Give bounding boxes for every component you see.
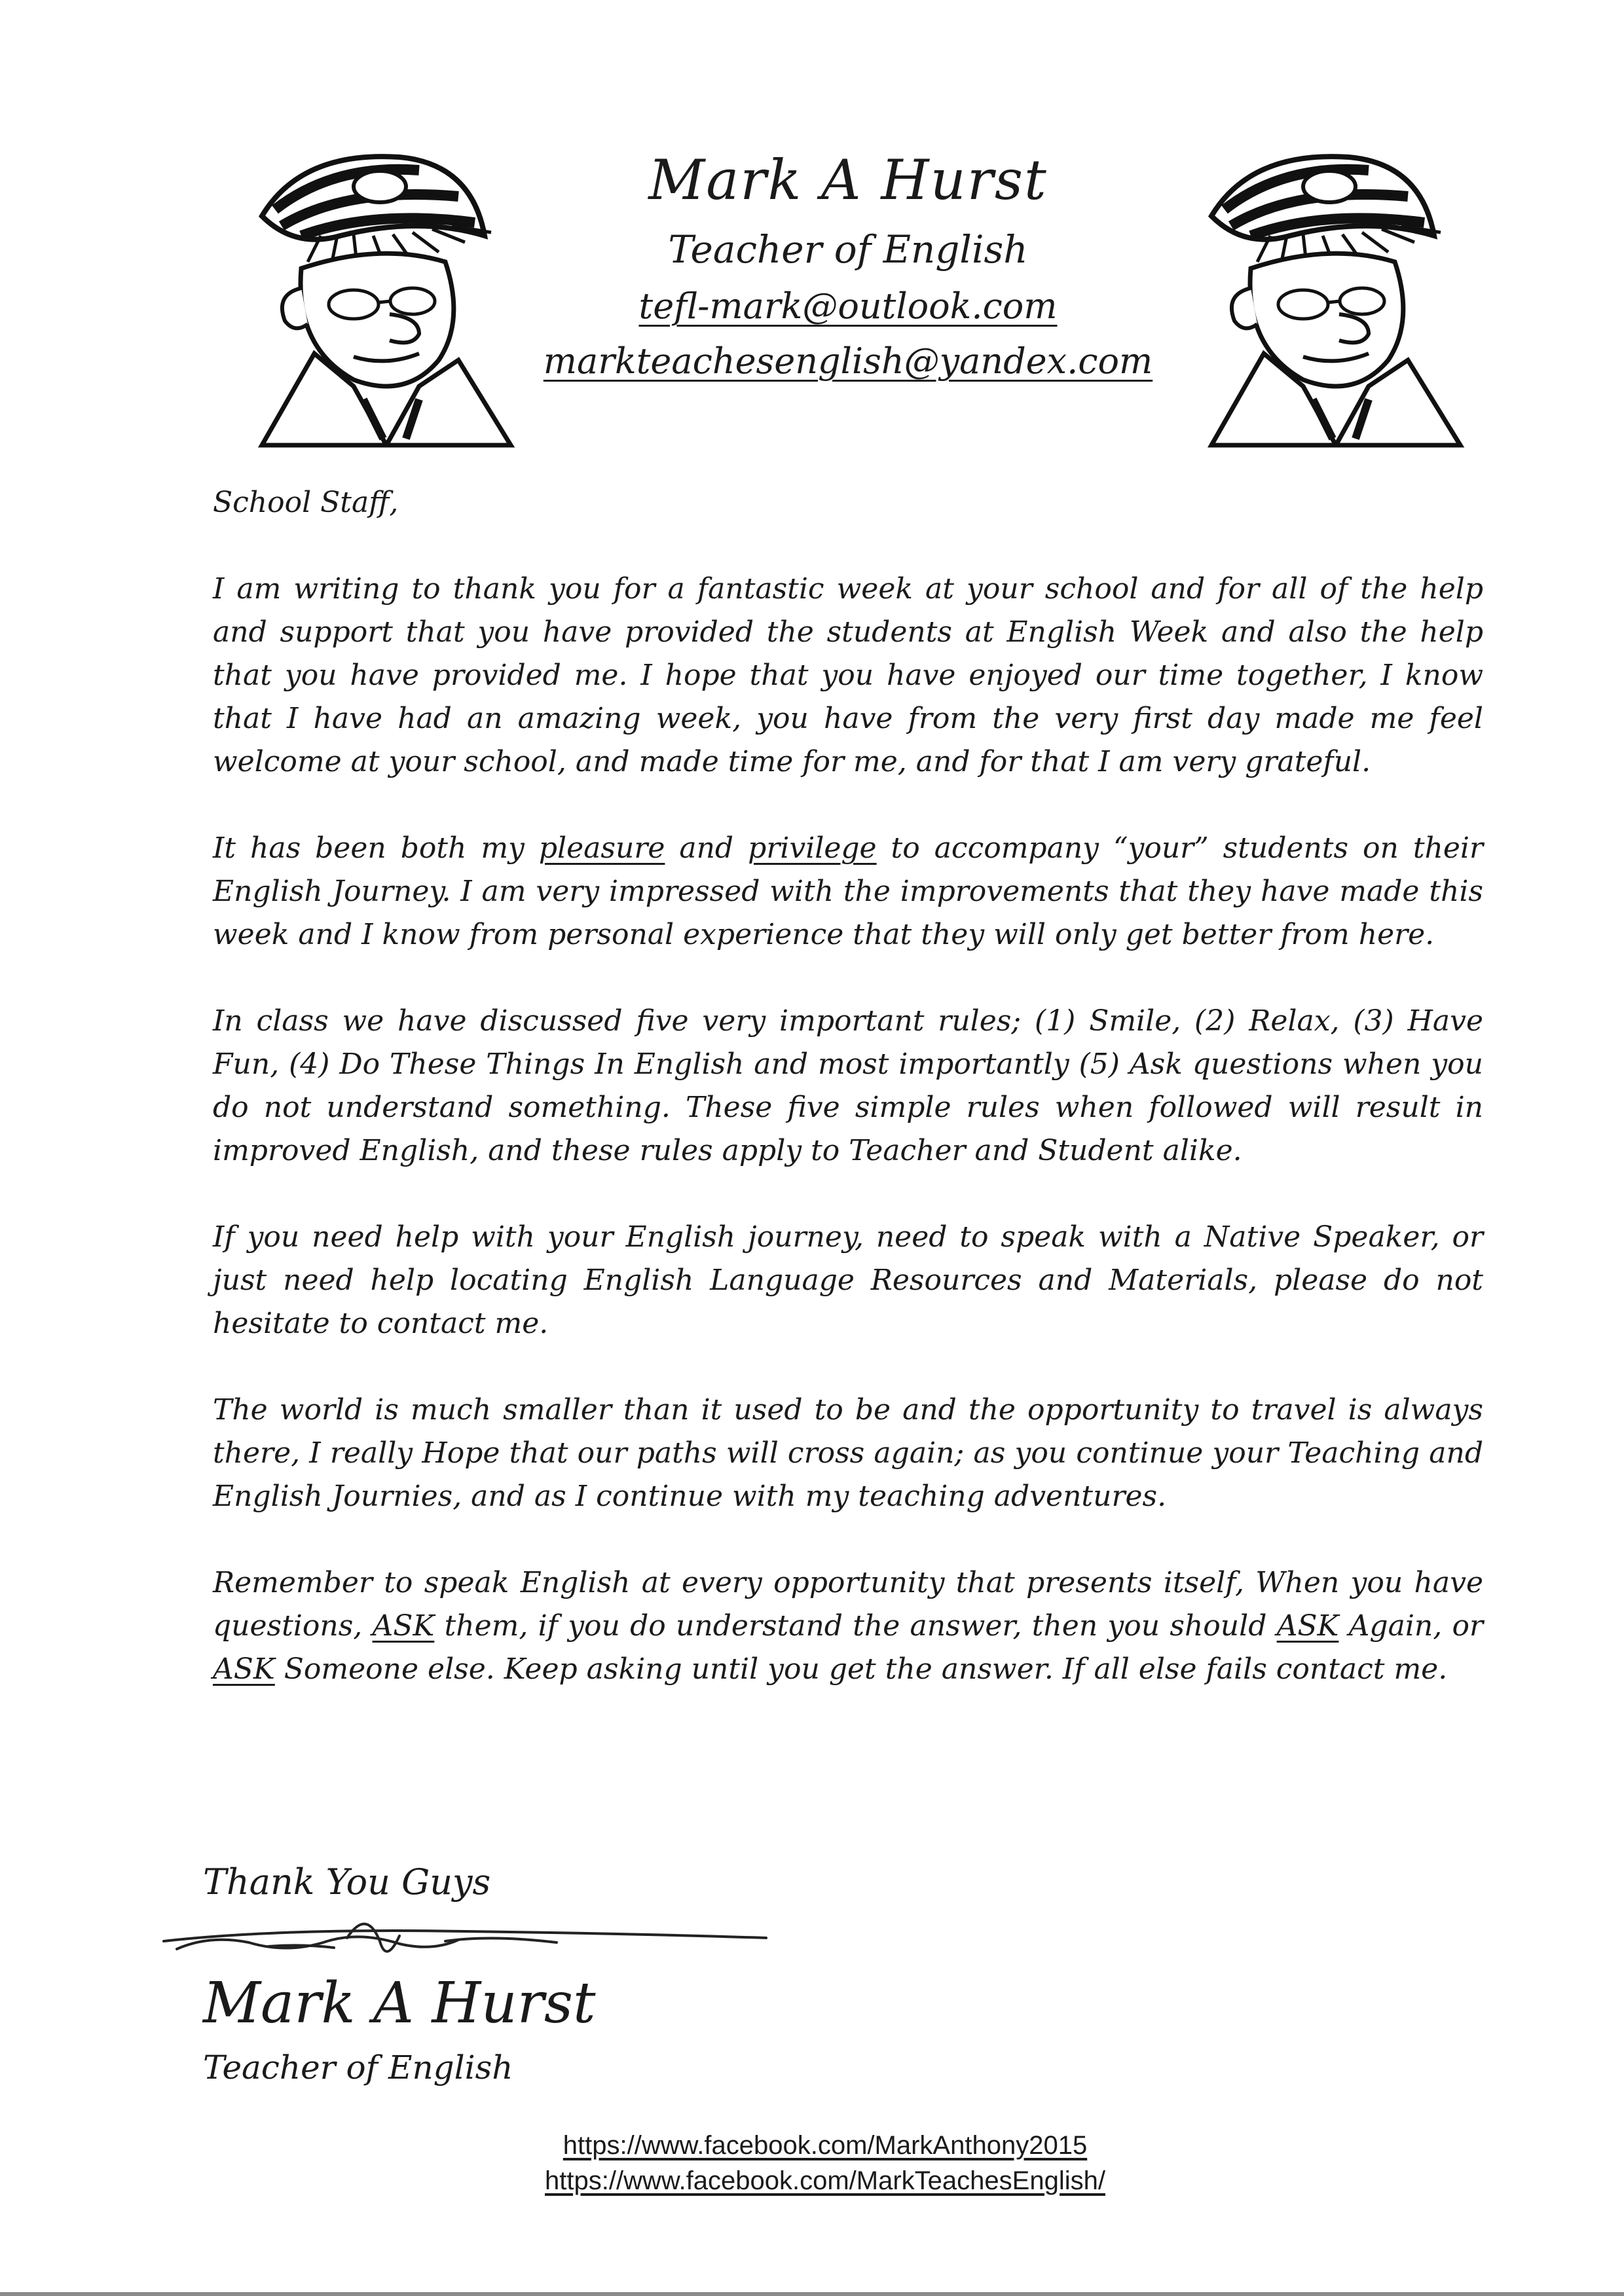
paragraph-world: The world is much smaller than it used to be and the opportunity to travel is always there, I really Hope that our paths will cross again; as you continue your Teaching and English Journies, and as I continue with my teaching adventures.	[213, 1393, 1483, 1513]
underlined-word-ask: ASK	[372, 1609, 435, 1643]
paragraph-ask	[213, 1561, 1483, 1691]
text-segment: Again, or	[1338, 1609, 1483, 1643]
text-segment: Someone else. Keep asking until you get the answer. If all else fails contact me.	[274, 1652, 1448, 1686]
scan-edge-divider	[0, 2292, 1624, 2296]
text-segment: them, if you do understand the answer, then you should	[434, 1609, 1277, 1643]
letterhead-email-outlook[interactable]: tefl-mark@outlook.com	[638, 285, 1058, 327]
text-segment: and	[665, 831, 748, 865]
underlined-word-ask: ASK	[213, 1652, 275, 1686]
letterhead-email-yandex[interactable]: markteachesenglish@yandex.com	[543, 340, 1153, 382]
underlined-word-pleasure: pleasure	[538, 831, 665, 865]
text-segment: It has been both my	[213, 831, 539, 865]
letterhead	[537, 144, 1159, 389]
letterhead-name: Mark A Hurst	[648, 148, 1048, 212]
text-segment: Remember to speak English at every opportunity that presents itself, When you have questions,	[213, 1566, 1483, 1643]
letter-body	[213, 481, 1483, 1734]
facebook-link-markteachesenglish[interactable]: https://www.facebook.com/MarkTeachesEnglish/	[545, 2166, 1105, 2195]
closing	[203, 1859, 490, 1905]
facebook-links	[458, 2128, 1192, 2198]
letterhead-role: Teacher of English	[668, 227, 1028, 272]
teacher-cartoon-icon	[1172, 137, 1500, 452]
paragraph-rules: In class we have discussed five very important rules; (1) Smile, (2) Relax, (3) Have Fun, (4) Do These Things In English and most importantly (5) Ask questions when you do not understand something. These five simple rules when followed will result in improved English, and these rules apply to Teacher and Student alike.	[213, 1004, 1483, 1167]
underlined-word-ask: ASK	[1276, 1609, 1339, 1643]
handwritten-signature	[151, 1902, 779, 1974]
paragraph-thanks: I am writing to thank you for a fantastic week at your school and for all of the help and support that you have provided the students at English Week and also the help that you have provided me. I hope that you have enjoyed our time together, I know that I have had an amazing week, you have from the very first day made me feel welcome at your school, and made time for me, and for that I am very grateful.	[213, 572, 1483, 778]
text-segment: to accompany “your” students on their English Journey. I am very impressed with the improvements that they have made this week and I know from personal experience that they will only get better from here.	[213, 831, 1483, 951]
paragraph-journey	[213, 827, 1483, 957]
underlined-word-privilege: privilege	[748, 831, 877, 865]
salutation: School Staff,	[213, 486, 399, 519]
teacher-cartoon-icon	[223, 137, 550, 452]
paragraph-help: If you need help with your English journey, need to speak with a Native Speaker, or just need help locating English Language Resources and Materials, please do not hesitate to contact me.	[213, 1220, 1483, 1340]
closing-thanks: Thank You Guys	[203, 1861, 491, 1903]
closing-role: Teacher of English	[203, 2049, 513, 2086]
closing-name: Mark A Hurst	[203, 1971, 596, 2036]
facebook-link-markanthony[interactable]: https://www.facebook.com/MarkAnthony2015	[563, 2131, 1088, 2160]
